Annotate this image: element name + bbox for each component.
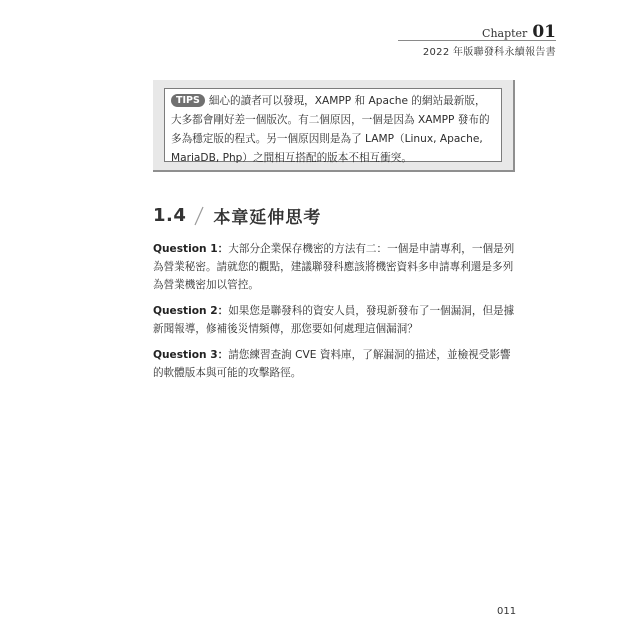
tips-text: 細心的讀者可以發現，XAMPP 和 Apache 的網站最新版，大多都會剛好差一個版次。有二個原因，一個是因為 XAMPP 發布的多為穩定版的程式。另一個原因則是為了 LAMP（Linux, Apache, MariaDB, Php）之間相互搭配的版本不相互衝突。 [171,95,490,164]
question-label: Question 2： [153,305,229,317]
page-number: 011 [497,606,517,617]
question-text: 大部分企業保存機密的方法有二：一個是申請專利，一個是列為營業秘密。請就您的觀點，建議聯發科應該將機密資料多申請專利還是多列為營業機密加以管控。 [153,243,515,291]
chapter-number: 01 [532,22,556,42]
question-label: Question 3： [153,349,229,361]
question-label: Question 1： [153,243,229,255]
section-title: 本章延伸思考 [213,208,322,228]
chapter-label: Chapter [482,27,528,40]
tips-badge: TIPS [171,94,205,107]
section-heading [153,203,321,228]
chapter-header [482,22,556,42]
slash-divider-icon [191,205,207,227]
question-text: 如果您是聯發科的資安人員，發現新發布了一個漏洞，但是據新聞報導，修補後災情頻傳，那您要如何處理這個漏洞？ [153,305,515,335]
question-3 [153,346,518,382]
question-text: 請您練習查詢 CVE 資料庫，了解漏洞的描述，並檢視受影響的軟體版本與可能的攻擊路徑。 [153,349,511,379]
question-1 [153,240,518,294]
section-number: 1.4 [153,205,187,226]
running-book-title: 2022 年版聯發科永續報告書 [422,47,556,58]
tips-content [164,88,502,162]
header-rule [398,40,556,41]
tips-box [153,80,515,172]
question-2 [153,302,518,338]
